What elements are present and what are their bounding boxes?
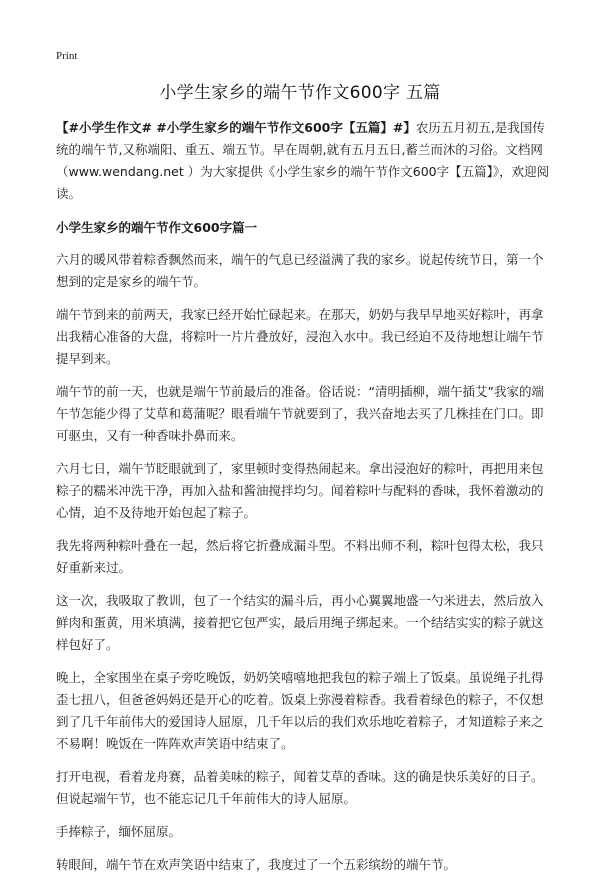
paragraph: 打开电视，看着龙舟赛，品着美味的粽子，闻着艾草的香味。这的确是快乐美好的日子。但说起端午节，也不能忘记几千年前伟大的诗人屈原。 [56, 769, 544, 806]
paragraph: 晚上，全家围坐在桌子旁吃晚饭，奶奶笑嘻嘻地把我包的粽子端上了饭桌。虽说绳子扎得歪七扭八，但爸爸妈妈还是开心的吃着。饭桌上弥漫着粽香。我看着绿色的粽子，不仅想到了几千年前伟大的爱国诗人屈原，几千年以后的我们欢乐地吃着粽子，才知道粽子来之不易啊！晚饭在一阵阵欢声笑语中结束了。 [56, 670, 544, 751]
section-heading: 小学生家乡的端午节作文600字篇一 [56, 220, 258, 235]
paragraph: 六月的暖风带着粽香飘然而来，端午的气息已经溢满了我的家乡。说起传统节日，第一个想到的定是家乡的端午节。 [56, 252, 544, 289]
paragraph: 手捧粽子，缅怀屈原。 [56, 824, 182, 839]
intro-tag: 【#小学生作文# #小学生家乡的端午节作文600字【五篇】#】 [56, 120, 416, 135]
paragraph: 这一次，我吸取了教训，包了一个结实的漏斗后，再小心翼翼地盛一勺米进去，然后放入鲜肉和蛋黄，用米填满，接着把它包严实，最后用绳子绑起来。一个结结实实的粽子就这样包好了。 [56, 593, 544, 652]
paragraph: 我先将两种粽叶叠在一起，然后将它折叠成漏斗型。不料出师不利，粽叶包得太松，我只好重新来过。 [56, 538, 544, 575]
page-title: 小学生家乡的端午节作文600字 五篇 [159, 83, 441, 103]
intro-text: 农历五月初五,是我国传统的端午节,又称端阳、重五、端五节。早在周朝,就有五月五日,蓄兰而沐的习俗。文档网（www.wendang.net ）为大家提供《小学生家乡的端午节作文600字【五篇】》，欢迎阅读。 [56, 120, 550, 201]
print-link[interactable]: Print [56, 50, 78, 62]
paragraph: 转眼间，端午节在欢声笑语中结束了，我度过了一个五彩缤纷的端午节。 [56, 857, 457, 872]
paragraph: 六月七日，端午节眨眼就到了，家里顿时变得热闹起来。拿出浸泡好的粽叶，再把用来包粽子的糯米冲洗干净，再加入盐和酱油搅拌均匀。闻着粽叶与配料的香味，我怀着激动的心情，迫不及待地开始包起了粽子。 [56, 461, 544, 520]
intro-paragraph [56, 117, 550, 205]
paragraph: 端午节的前一天，也就是端午节前最后的准备。俗话说：“清明插柳，端午插艾”我家的端午节怎能少得了艾草和葛蒲呢？眼看端午节就要到了，我兴奋地去买了几株挂在门口。即可驱虫，又有一种香味扑鼻而来。 [56, 384, 544, 443]
article-body [56, 117, 550, 887]
paragraph: 端午节到来的前两天，我家已经开始忙碌起来。在那天，奶奶与我早早地买好粽叶，再拿出我精心准备的大盘，将粽叶一片片叠放好，浸泡入水中。我已经迫不及待地想让端午节提早到来。 [56, 307, 544, 366]
